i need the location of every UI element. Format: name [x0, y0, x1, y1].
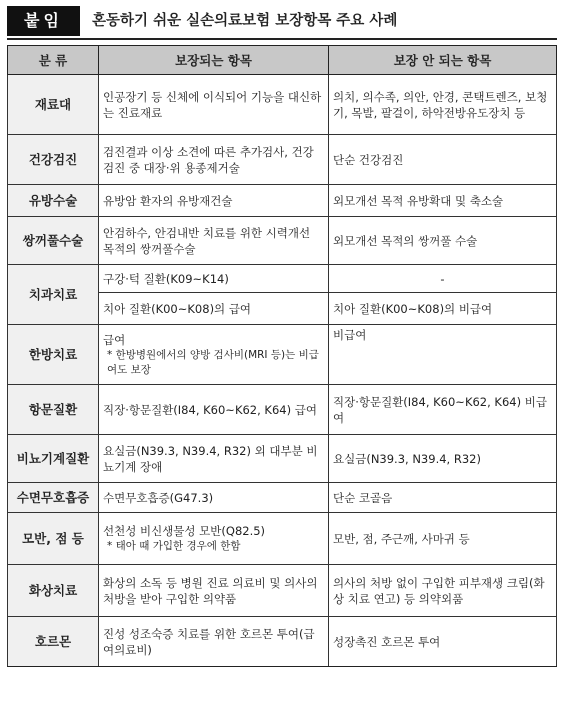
covered-cell: 수면무호흡증(G47.3)	[99, 483, 329, 513]
covered-cell: 안검하수, 안검내반 치료를 위한 시력개선 목적의 쌍꺼풀수술	[99, 217, 329, 265]
row-category: 비뇨기계질환	[8, 435, 99, 483]
table-row	[8, 617, 557, 667]
covered-cell	[99, 513, 329, 565]
covered-cell: 치아 질환(K00~K08)의 급여	[99, 293, 329, 325]
covered-text: 선천성 비신생물성 모반(Q82.5)	[103, 524, 266, 538]
covered-cell: 화상의 소독 등 병원 진료 의료비 및 의사의 처방을 받아 구입한 의약품	[99, 565, 329, 617]
table-row	[8, 75, 557, 135]
table-row	[8, 185, 557, 217]
table-row	[8, 565, 557, 617]
not-covered-cell: -	[329, 265, 557, 293]
document-header	[7, 6, 557, 36]
covered-cell: 진성 성조숙증 치료를 위한 호르몬 투여(급여의료비)	[99, 617, 329, 667]
not-covered-cell: 단순 코골음	[329, 483, 557, 513]
covered-cell: 유방암 환자의 유방재건술	[99, 185, 329, 217]
covered-text: 급여	[103, 332, 126, 347]
header-not-covered: 보장 안 되는 항목	[329, 46, 557, 75]
row-category: 쌍꺼풀수술	[8, 217, 99, 265]
covered-cell	[99, 325, 329, 385]
not-covered-cell: 의사의 처방 없이 구입한 피부재생 크림(화상 치료 연고) 등 의약외품	[329, 565, 557, 617]
not-covered-cell: 단순 건강검진	[329, 135, 557, 185]
row-category: 치과치료	[8, 265, 99, 325]
table-row	[8, 265, 557, 293]
row-category: 수면무호흡증	[8, 483, 99, 513]
table-row	[8, 435, 557, 483]
document-title: 혼동하기 쉬운 실손의료보험 보장항목 주요 사례	[92, 13, 398, 29]
row-category: 유방수술	[8, 185, 99, 217]
not-covered-cell: 직장·항문질환(I84, K60~K62, K64) 비급여	[329, 385, 557, 435]
table-header-row	[8, 46, 557, 75]
header-covered: 보장되는 항목	[99, 46, 329, 75]
covered-cell: 요실금(N39.3, N39.4, R32) 외 대부분 비뇨기계 장애	[99, 435, 329, 483]
not-covered-cell: 성장촉진 호르몬 투여	[329, 617, 557, 667]
title-underline	[7, 38, 557, 40]
not-covered-cell: 비급여	[329, 325, 557, 385]
covered-note: * 한방병원에서의 양방 검사비(MRI 등)는 비급여도 보장	[107, 348, 319, 376]
not-covered-cell: 요실금(N39.3, N39.4, R32)	[329, 435, 557, 483]
table-row	[8, 325, 557, 385]
row-category: 한방치료	[8, 325, 99, 385]
covered-cell: 구강·턱 질환(K09~K14)	[99, 265, 329, 293]
table-row	[8, 217, 557, 265]
row-category: 모반, 점 등	[8, 513, 99, 565]
row-category: 호르몬	[8, 617, 99, 667]
header-category: 분 류	[8, 46, 99, 75]
covered-cell: 인공장기 등 신체에 이식되어 기능을 대신하는 진료재료	[99, 75, 329, 135]
table-row	[8, 135, 557, 185]
coverage-table	[7, 45, 557, 667]
not-covered-cell: 의치, 의수족, 의안, 안경, 콘택트렌즈, 보청기, 목발, 팔걸이, 하악전방유도장치 등	[329, 75, 557, 135]
row-category: 건강검진	[8, 135, 99, 185]
not-covered-cell: 외모개선 목적의 쌍꺼풀 수술	[329, 217, 557, 265]
not-covered-cell: 모반, 점, 주근깨, 사마귀 등	[329, 513, 557, 565]
attachment-badge: 붙임	[7, 6, 80, 36]
table-row	[8, 483, 557, 513]
not-covered-cell: 치아 질환(K00~K08)의 비급여	[329, 293, 557, 325]
row-category: 재료대	[8, 75, 99, 135]
row-category: 화상치료	[8, 565, 99, 617]
covered-cell: 검진결과 이상 소견에 따른 추가검사, 건강검진 중 대장·위 용종제거술	[99, 135, 329, 185]
table-row	[8, 513, 557, 565]
not-covered-cell: 외모개선 목적 유방확대 및 축소술	[329, 185, 557, 217]
row-category: 항문질환	[8, 385, 99, 435]
table-row	[8, 385, 557, 435]
covered-note: * 태아 때 가입한 경우에 한함	[107, 540, 241, 552]
covered-cell: 직장·항문질환(I84, K60~K62, K64) 급여	[99, 385, 329, 435]
